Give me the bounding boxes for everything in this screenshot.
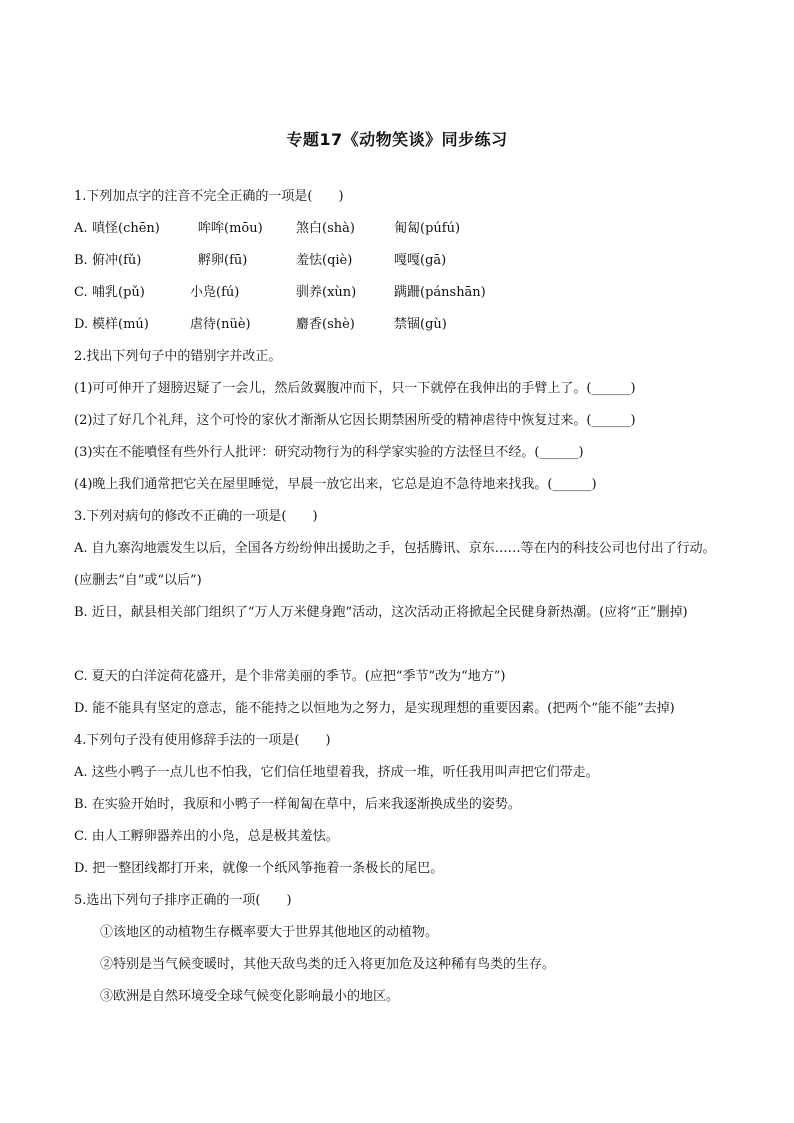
q1-option-b (74, 251, 724, 271)
q2-item-3: (3)实在不能噴怪有些外行人批评：研究动物行为的科学家实验的方法怪旦不经。(______) (74, 445, 584, 460)
option-word: 嗔怪(chēn) (92, 221, 160, 236)
q3-option-c: C. 夏天的白洋淀荷花盛开，是个非常美丽的季节。(应把“季节”改为“地方”) (74, 669, 506, 684)
option-word: 哺乳(pǔ) (92, 285, 145, 300)
q2-stem: 2.找出下列句子中的错别字并改正。 (74, 349, 282, 364)
q1-option-c (74, 283, 724, 303)
option-word: 驯养(xùn) (296, 285, 357, 300)
option-word: 嘎嘎(gā) (394, 253, 447, 268)
option-word: 禁锢(gù) (394, 317, 447, 332)
option-word: 小凫(fú) (190, 285, 240, 300)
option-word: 蹒跚(pánshān) (394, 285, 486, 300)
q1-option-a (74, 219, 724, 239)
option-label: A. (74, 221, 88, 236)
q2-item-2: (2)过了好几个礼拜，这个可怜的家伙才渐渐从它因长期禁困所受的精神虐待中恢复过来。(______) (74, 413, 636, 428)
q4-option-d: D. 把一整团线都打开来，就像一个纸风筝拖着一条极长的尾巴。 (74, 861, 444, 876)
option-word: 匍匐(púfú) (394, 221, 461, 236)
option-label: B. (74, 253, 88, 268)
option-word: 哞哞(mōu) (198, 221, 263, 236)
q1-stem: 1.下列加点字的注音不完全正确的一项是( ) (74, 189, 344, 204)
q4-stem: 4.下列句子没有使用修辞手法的一项是( ) (74, 733, 331, 748)
q3-option-d: D. 能不能具有坚定的意志，能不能持之以恒地为之努力，是实现理想的重要因素。(把两个“能不能”去掉) (74, 701, 675, 716)
option-word: 孵卵(fū) (198, 253, 248, 268)
option-label: D. (74, 317, 89, 332)
option-word: 模样(mú) (92, 317, 149, 332)
q2-item-1: (1)可可伸开了翅膀迟疑了一会儿，然后敛翼腹冲而下，只一下就停在我伸出的手臂上了。(______) (74, 381, 636, 396)
q1-option-d (74, 315, 724, 335)
option-word: 虐待(nüè) (190, 317, 251, 332)
q5-stem: 5.选出下列句子排序正确的一项( ) (74, 893, 292, 908)
q3-option-a: A. 自九寨沟地震发生以后，全国各方纷纷伸出援助之手，包括腾讯、京东……等在内的科技公司也付出了行动。(应删去“自”或“以后”) (74, 541, 716, 588)
option-word: 羞怯(qiè) (296, 253, 353, 268)
option-word: 麝香(shè) (296, 317, 355, 332)
q4-option-a: A. 这些小鸭子一点儿也不怕我，它们信任地望着我，挤成一堆，听任我用叫声把它们带走。 (74, 765, 599, 780)
q3-stem: 3.下列对病句的修改不正确的一项是( ) (74, 509, 318, 524)
q4-option-c: C. 由人工孵卵器养出的小凫，总是极其羞怯。 (74, 829, 339, 844)
option-label: C. (74, 285, 88, 300)
option-word: 煞白(shà) (296, 221, 355, 236)
q3-option-b: B. 近日，献县相关部门组织了“万人万米健身跑”活动，这次活动正将掀起全民健身新热潮。(应将“正”删掉) (74, 605, 688, 620)
q5-sentence-1: ①该地区的动植物生存概率要大于世界其他地区的动植物。 (100, 925, 439, 940)
option-word: 俯冲(fǔ) (92, 253, 142, 268)
q5-sentence-3: ③欧洲是自然环境受全球气候变化影响最小的地区。 (100, 989, 400, 1004)
page-title: 专题17《动物笑谈》同步练习 (286, 130, 508, 149)
q5-sentence-2: ②特别是当气候变暖时，其他天敌鸟类的迁入将更加危及这种稀有鸟类的生存。 (100, 957, 556, 972)
q4-option-b: B. 在实验开始时，我原和小鸭子一样匍匐在草中，后来我逐渐换成坐的姿势。 (74, 797, 521, 812)
q2-item-4: (4)晚上我们通常把它关在屋里睡觉，早晨一放它出来，它总是迫不急待地来找我。(______) (74, 477, 597, 492)
